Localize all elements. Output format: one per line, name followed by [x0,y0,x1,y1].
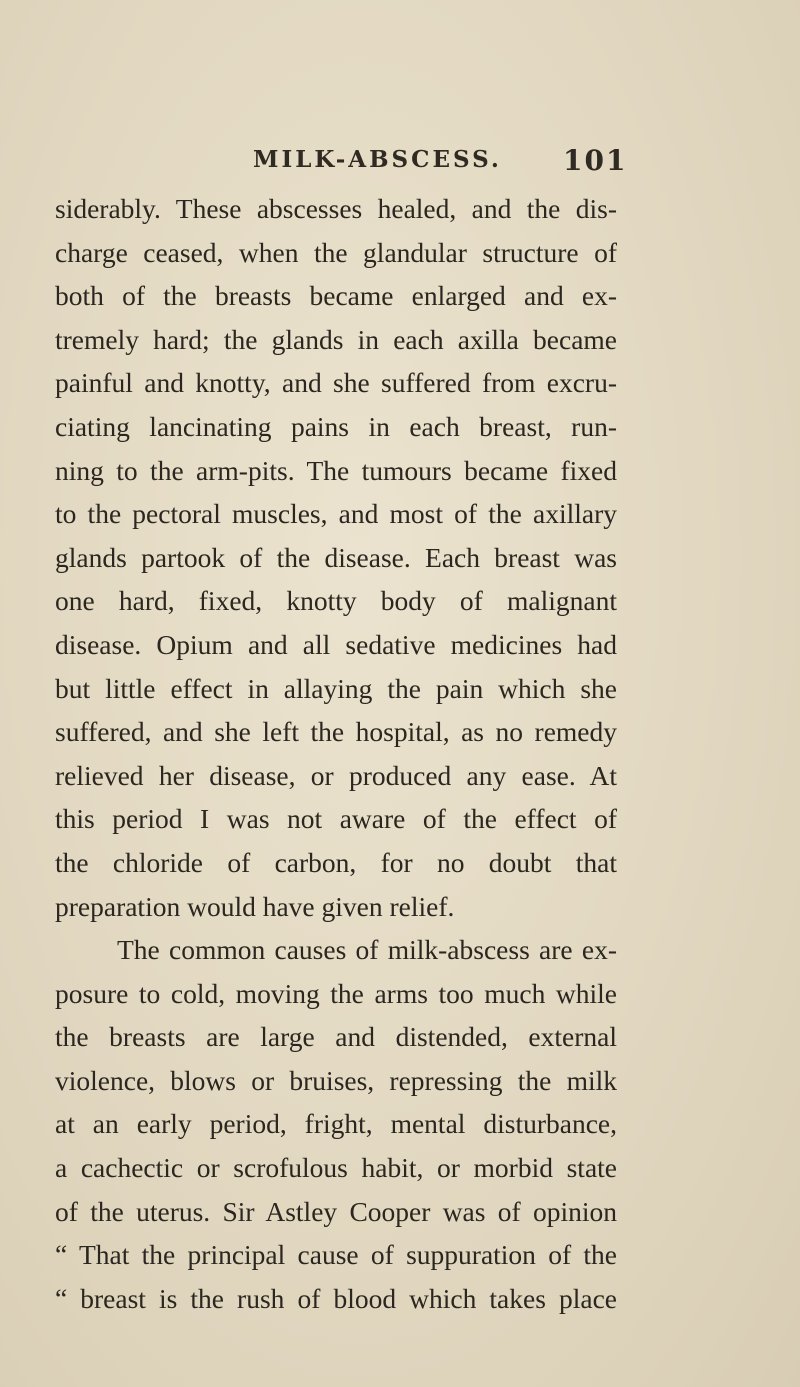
text-line: relieved her disease, or produced any ease. At [55,759,617,791]
paragraph-start-line: The common causes of milk-abscess are ex- [117,934,617,966]
text-line: but little effect in allaying the pain which she [55,672,617,704]
running-head: MILK-ABSCESS. [253,146,502,173]
page-header [0,146,800,186]
text-line: disease. Opium and all sedative medicines had [55,628,617,660]
text-line: this period I was not aware of the effect of [55,803,617,835]
text-line: “ breast is the rush of blood which takes place [55,1282,617,1314]
text-line: both of the breasts became enlarged and ex- [55,280,617,312]
text-line: glands partook of the disease. Each breast was [55,541,617,573]
text-line: to the pectoral muscles, and most of the axillary [55,498,617,530]
body-text [55,187,617,1320]
text-line: tremely hard; the glands in each axilla became [55,323,617,355]
text-line: painful and knotty, and she suffered from excru- [55,367,617,399]
text-line: charge ceased, when the glandular structure of [55,236,617,268]
text-line: one hard, fixed, knotty body of malignant [55,585,617,617]
text-line: violence, blows or bruises, repressing the milk [55,1064,617,1096]
text-line: ciating lancinating pains in each breast, run- [55,410,617,442]
text-line: a cachectic or scrofulous habit, or morbid state [55,1152,617,1184]
text-line: the breasts are large and distended, external [55,1021,617,1053]
text-line: “ That the principal cause of suppuration of the [55,1239,617,1271]
text-line: at an early period, fright, mental disturbance, [55,1108,617,1140]
text-line: suffered, and she left the hospital, as no remedy [55,716,617,748]
text-line: ning to the arm-pits. The tumours became fixed [55,454,617,486]
text-line: preparation would have given relief. [55,890,455,922]
text-line: siderably. These abscesses healed, and the dis- [55,193,617,224]
text-line: posure to cold, moving the arms too much while [55,977,617,1009]
page-number: 101 [563,144,628,177]
text-line: of the uterus. Sir Astley Cooper was of opinion [55,1195,617,1227]
text-line: the chloride of carbon, for no doubt that [55,846,617,878]
